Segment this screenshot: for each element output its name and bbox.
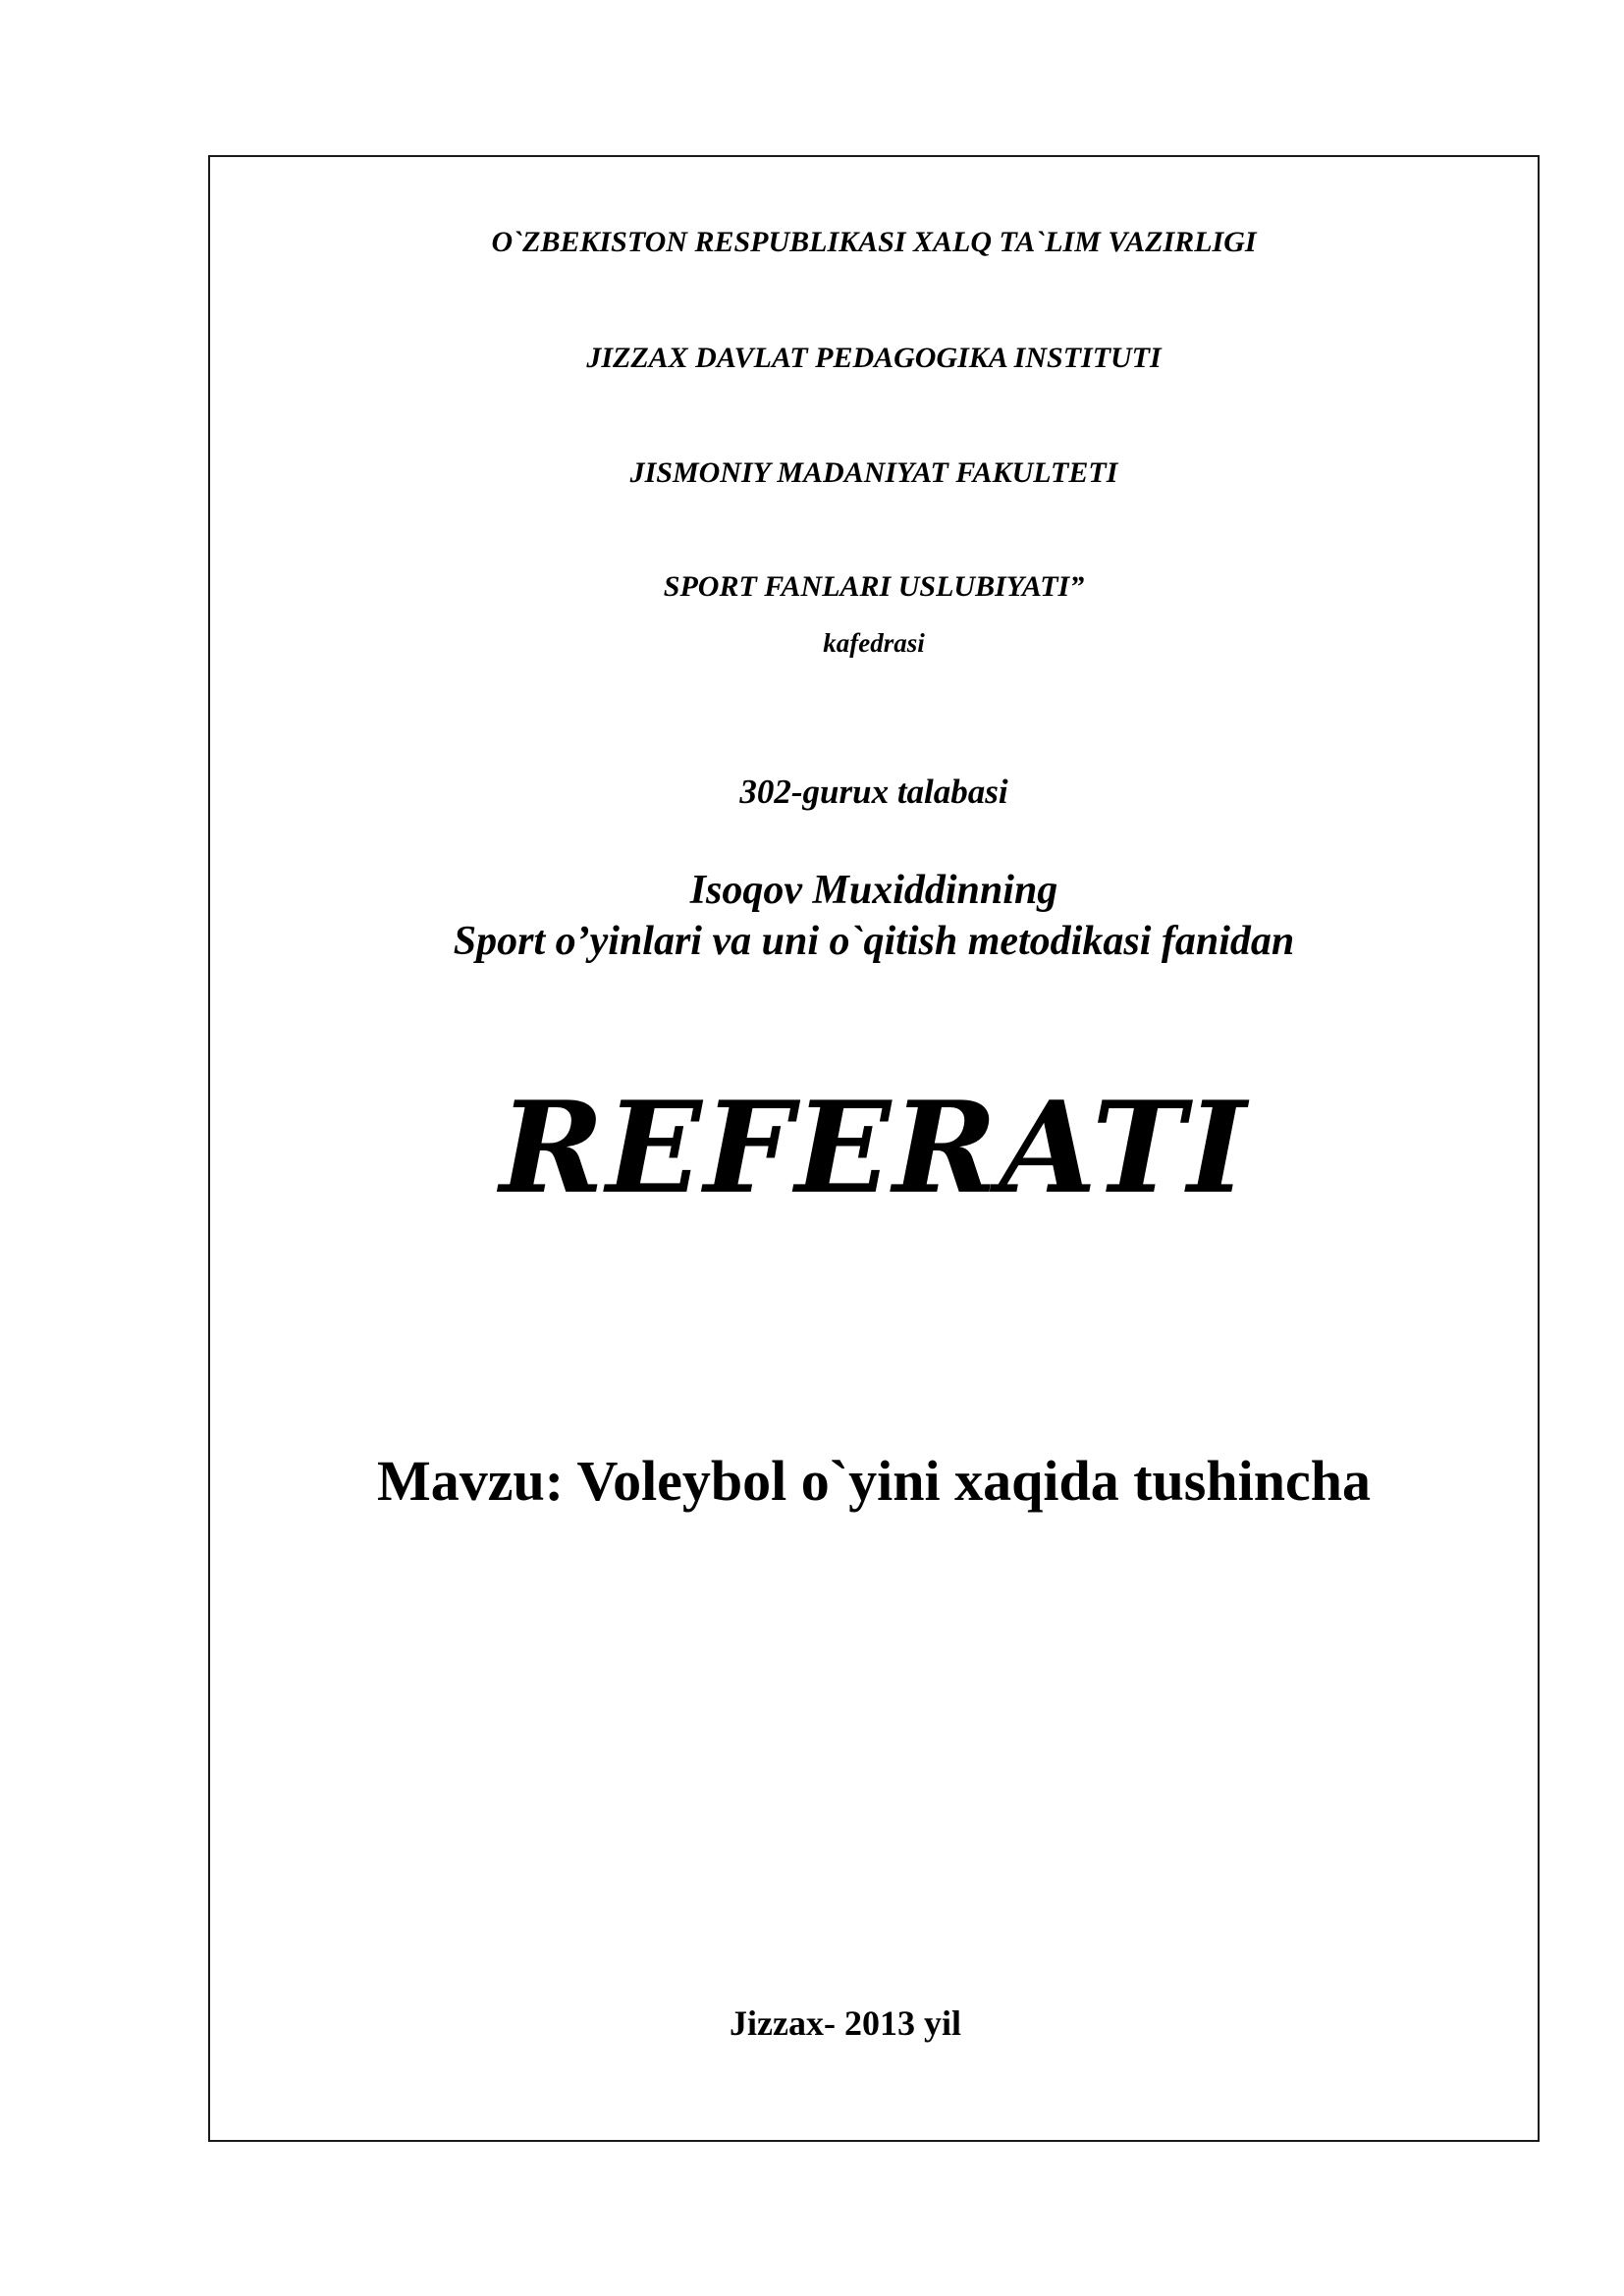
department-heading: SPORT FANLARI USLUBIYATI” xyxy=(663,570,1085,603)
topic-line: Mavzu: Voleybol o`yini xaqida tushincha xyxy=(377,1449,1371,1513)
institute-heading: JIZZAX DAVLAT PEDAGOGIKA INSTITUTI xyxy=(586,342,1162,374)
place-year: Jizzax- 2013 yil xyxy=(730,2003,961,2043)
faculty-heading: JISMONIY MADANIYAT FAKULTETI xyxy=(629,456,1118,489)
department-suffix: kafedrasi xyxy=(823,628,925,658)
student-group: 302-gurux talabasi xyxy=(739,773,1008,811)
ministry-heading: O`ZBEKISTON RESPUBLIKASI XALQ TA`LIM VAZIRLIGI xyxy=(491,226,1257,258)
student-name: Isoqov Muxiddinning xyxy=(689,868,1058,913)
document-title: REFERATI xyxy=(499,1075,1249,1222)
subject-line: Sport o’yinlari va uni o`qitish metodikasi fanidan xyxy=(453,919,1295,964)
